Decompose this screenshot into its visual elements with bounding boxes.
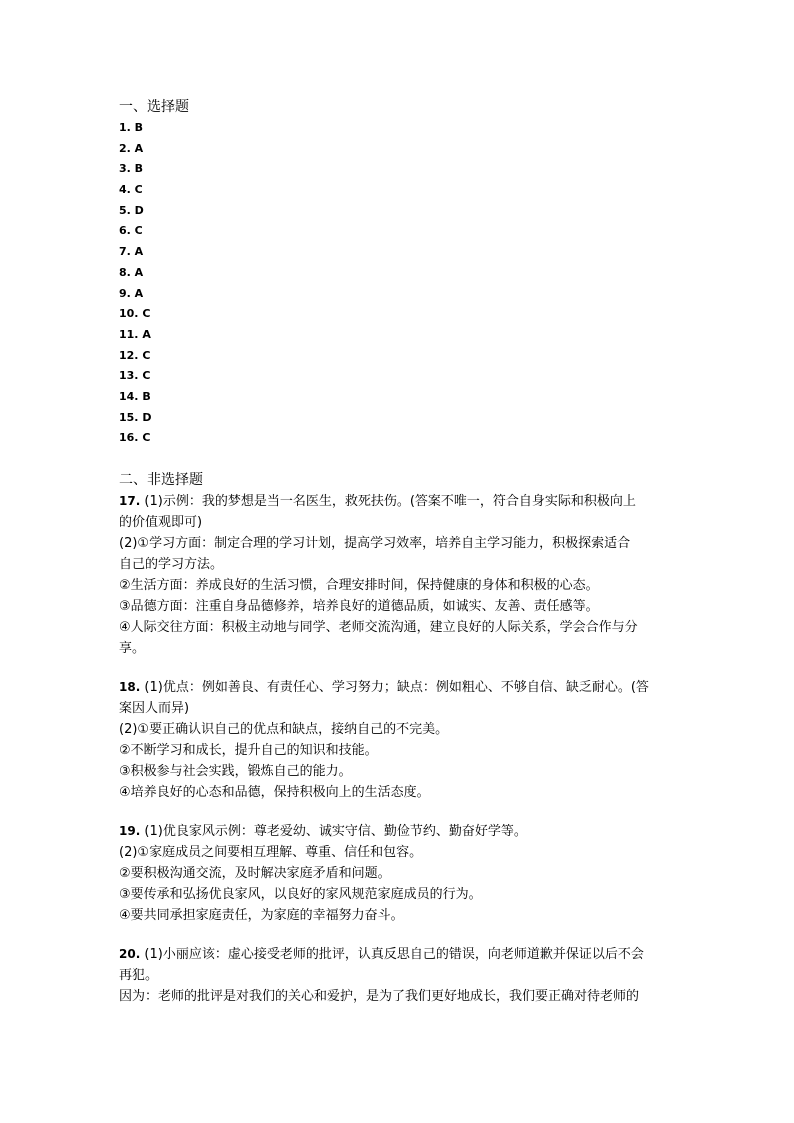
section-title-nonchoice: 二、非选择题	[119, 472, 203, 488]
question-line: ③品德方面：注重自身品德修养，培养良好的道德品质，如诚实、友善、责任感等。	[119, 599, 599, 614]
answer-item: 8. A	[119, 265, 144, 279]
answer-item: 14. B	[119, 389, 151, 403]
question-line: 因为：老师的批评是对我们的关心和爱护，是为了我们更好地成长，我们要正确对待老师的	[119, 989, 640, 1004]
answer-item: 5. D	[119, 203, 144, 217]
question-line	[119, 677, 679, 698]
answer-item: 15. D	[119, 410, 152, 424]
question-line: (2)①要正确认识自己的优点和缺点，接纳自己的不完美。	[119, 722, 449, 737]
question-number: 18.	[119, 680, 141, 694]
answer-item: 1. B	[119, 121, 144, 134]
question-number: 19.	[119, 824, 141, 838]
section-title-choice: 一、选择题	[119, 99, 189, 115]
question-text: (1)优良家风示例：尊老爱幼、诚实守信、勤俭节约、勤奋好学等。	[140, 824, 527, 839]
question-text: (1)示例：我的梦想是当一名医生，救死扶伤。(答案不唯一，符合自身实际和积极向上	[140, 494, 636, 509]
question-18	[119, 677, 679, 803]
question-17	[119, 491, 679, 659]
question-line	[119, 944, 679, 965]
answer-item: 4. C	[119, 183, 143, 197]
question-line: ④人际交往方面：积极主动地与同学、老师交流沟通，建立良好的人际关系，学会合作与分	[119, 620, 638, 635]
question-line: 案因人而异)	[119, 701, 190, 716]
question-line: ③要传承和弘扬优良家风，以良好的家风规范家庭成员的行为。	[119, 887, 482, 902]
question-number: 17.	[119, 494, 141, 508]
answer-item: 3. B	[119, 162, 144, 176]
question-text: (1)优点：例如善良、有责任心、学习努力；缺点：例如粗心、不够自信、缺乏耐心。(答	[140, 680, 649, 695]
answer-item: 13. C	[119, 369, 151, 383]
document-page	[119, 96, 679, 1007]
question-line: 自己的学习方法。	[119, 557, 224, 572]
question-line: (2)①家庭成员之间要相互理解、尊重、信任和包容。	[119, 845, 423, 860]
answer-item: 10. C	[119, 307, 151, 321]
question-line: (2)①学习方面：制定合理的学习计划，提高学习效率，培养自主学习能力，积极探索适合	[119, 536, 631, 551]
question-line: ④培养良好的心态和品德，保持积极向上的生活态度。	[119, 785, 430, 800]
question-line: 再犯。	[119, 968, 159, 983]
answer-item: 12. C	[119, 348, 151, 362]
question-19	[119, 821, 679, 926]
answer-item: 9. A	[119, 286, 144, 300]
question-line: ②要积极沟通交流，及时解决家庭矛盾和问题。	[119, 866, 391, 881]
question-text: (1)小丽应该：虚心接受老师的批评，认真反思自己的错误，向老师道歉并保证以后不会	[140, 947, 644, 962]
question-line: 的价值观即可)	[119, 515, 203, 530]
answer-item: 2. A	[119, 141, 144, 155]
answer-item: 6. C	[119, 224, 143, 238]
question-20	[119, 944, 679, 1007]
question-line: ④要共同承担家庭责任，为家庭的幸福努力奋斗。	[119, 908, 404, 923]
question-number: 20.	[119, 947, 141, 961]
question-line: ②生活方面：养成良好的生活习惯，合理安排时间，保持健康的身体和积极的心态。	[119, 578, 599, 593]
answer-item: 11. A	[119, 327, 151, 341]
answer-item: 7. A	[119, 245, 144, 259]
question-line	[119, 491, 679, 512]
question-line: ②不断学习和成长，提升自己的知识和技能。	[119, 743, 378, 758]
question-line: 享。	[119, 641, 146, 656]
question-line: ③积极参与社会实践，锻炼自己的能力。	[119, 764, 352, 779]
question-line	[119, 821, 679, 842]
answer-item: 16. C	[119, 431, 151, 445]
choice-answer-list	[119, 118, 679, 449]
